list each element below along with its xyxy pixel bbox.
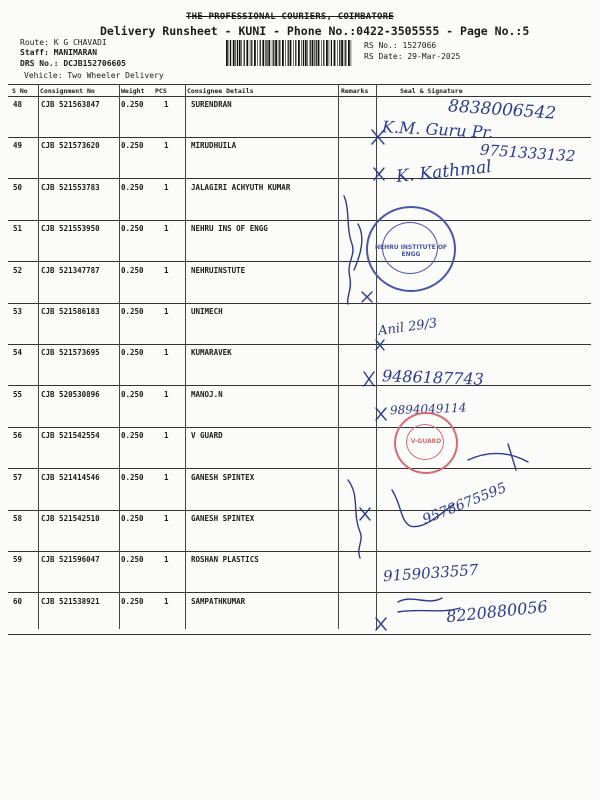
handwritten-signature-50: K. Kathmal [395, 157, 493, 187]
cell-consignee: SURENDRAN [191, 100, 232, 109]
company-name: THE PROFESSIONAL COURIERS, COIMBATORE [186, 12, 394, 22]
handwritten-phone-58: 9578675595 [420, 479, 509, 529]
cell-pcs: 1 [164, 389, 169, 399]
handwritten-signature-49: K.M. Guru Pr. [381, 117, 494, 142]
cell-pcs: 1 [164, 100, 169, 109]
col-sno: S No [12, 87, 28, 95]
cell-consignment: CJB 521553783 [41, 182, 100, 192]
cell-consignee: KUMARAVEK [191, 348, 232, 358]
tick-mark [360, 508, 370, 520]
tick-mark [376, 408, 386, 420]
cell-pcs: 1 [164, 182, 169, 192]
cell-sno: 56 [13, 431, 23, 441]
cell-consignment: CJB 521542510 [41, 514, 100, 523]
cell-consignee: MANOJ.N [191, 389, 223, 399]
handwritten-phone-56: 9894049114 [389, 400, 467, 418]
tick-mark [374, 168, 384, 180]
cell-consignee: GANESH SPINTEX [191, 514, 255, 523]
cell-sno: 59 [13, 555, 23, 565]
cell-sno: 57 [13, 472, 23, 482]
cell-consignee: V GUARD [191, 431, 223, 441]
cell-weight: 0.250 [121, 348, 144, 358]
page-title: Delivery Runsheet - KUNI - Phone No.:0422-3505555 - Page No.:5 [100, 24, 530, 38]
cell-consignee: NEHRUINSTUTE [191, 265, 246, 275]
bracket-stroke [354, 224, 362, 270]
cell-weight: 0.250 [121, 307, 144, 316]
cell-consignee: UNIMECH [191, 307, 223, 316]
cell-weight: 0.250 [121, 141, 144, 151]
cell-sno: 48 [13, 100, 23, 109]
vehicle-label: Vehicle: Two Wheeler Delivery [24, 71, 164, 80]
rs-number: RS No.: 1527066 [364, 41, 437, 50]
cell-weight: 0.250 [121, 555, 144, 565]
cell-weight: 0.250 [121, 514, 144, 523]
staff-label: Staff: MANIMARAN [20, 48, 98, 57]
cell-sno: 60 [13, 596, 23, 606]
cell-consignment: CJB 521542554 [41, 431, 100, 441]
cell-sno: 51 [13, 224, 23, 234]
rs-date: RS Date: 29-Mar-2025 [364, 52, 461, 61]
cell-consignment: CJB 521573620 [41, 141, 100, 151]
cell-sno: 50 [13, 182, 23, 192]
handwritten-phone-48: 8838006542 [447, 96, 557, 124]
cell-pcs: 1 [164, 472, 169, 482]
bracket-stroke [348, 480, 361, 558]
tick-mark [376, 340, 384, 350]
cell-weight: 0.250 [121, 596, 144, 606]
cell-consignment: CJB 521586183 [41, 307, 100, 316]
cell-sno: 54 [13, 348, 23, 358]
cell-consignment: CJB 521596047 [41, 555, 100, 565]
drs-label: DRS No.: DCJB152706605 [20, 59, 126, 68]
cell-weight: 0.250 [121, 182, 144, 192]
cell-consignment: CJB 521347787 [41, 265, 100, 275]
tick-mark [364, 372, 374, 386]
cell-pcs: 1 [164, 514, 169, 523]
cell-consignment: CJB 521538921 [41, 596, 100, 606]
col-weight: Weight [121, 87, 145, 95]
cell-pcs: 1 [164, 348, 169, 358]
cell-pcs: 1 [164, 555, 169, 565]
handwritten-signature-54: Anil 29/3 [377, 315, 439, 340]
cell-consignment: CJB 521553950 [41, 224, 100, 234]
handwritten-phone-60: 8220880056 [445, 596, 549, 627]
cell-weight: 0.250 [121, 265, 144, 275]
col-seal: Seal & Signature [400, 87, 463, 95]
cell-weight: 0.250 [121, 224, 144, 234]
handwritten-phone-49: 9751333132 [479, 140, 576, 166]
handwritten-phone-59: 9159033557 [382, 560, 479, 586]
handwritten-phone-55: 9486187743 [381, 366, 485, 389]
cell-consignment: CJB 521573695 [41, 348, 100, 358]
cell-consignee: GANESH SPINTEX [191, 472, 255, 482]
cell-weight: 0.250 [121, 431, 144, 441]
cell-sno: 53 [13, 307, 23, 316]
cell-pcs: 1 [164, 307, 169, 316]
signature-56 [468, 444, 528, 470]
cell-pcs: 1 [164, 596, 169, 606]
cell-sno: 52 [13, 265, 23, 275]
cell-sno: 49 [13, 141, 23, 151]
cell-weight: 0.250 [121, 472, 144, 482]
col-consignee: Consignee Details [187, 87, 254, 95]
tick-mark [372, 130, 384, 144]
col-pcs: PCS [155, 87, 167, 95]
cell-consignment: CJB 521414546 [41, 472, 100, 482]
cell-weight: 0.250 [121, 100, 144, 109]
cell-consignee: JALAGIRI ACHYUTH KUMAR [191, 182, 291, 192]
tick-mark [362, 292, 372, 302]
cell-consignee: MIRUDHUILA [191, 141, 237, 151]
cell-pcs: 1 [164, 265, 169, 275]
cell-pcs: 1 [164, 431, 169, 441]
col-consignment: Consignment No [40, 87, 95, 95]
cell-weight: 0.250 [121, 389, 144, 399]
signature-60 [398, 598, 460, 612]
cell-consignment: CJB 521563847 [41, 100, 100, 109]
cell-sno: 58 [13, 514, 23, 523]
stamp-text: V-GUARD [410, 438, 442, 445]
cell-consignee: ROSHAN PLASTICS [191, 555, 259, 565]
bracket-stroke [344, 196, 353, 304]
cell-pcs: 1 [164, 141, 169, 151]
cell-sno: 55 [13, 389, 23, 399]
tick-mark [376, 618, 386, 630]
cell-consignee: NEHRU INS OF ENGG [191, 224, 268, 234]
route-label: Route: K G CHAVADI [20, 38, 107, 47]
cell-pcs: 1 [164, 224, 169, 234]
col-remarks: Remarks [341, 87, 369, 95]
cell-consignee: SAMPATHKUMAR [191, 596, 246, 606]
stamp-text: NEHRU INSTITUTE OF ENGG [374, 244, 448, 258]
signature-58 [392, 490, 454, 527]
cell-consignment: CJB 520530896 [41, 389, 100, 399]
